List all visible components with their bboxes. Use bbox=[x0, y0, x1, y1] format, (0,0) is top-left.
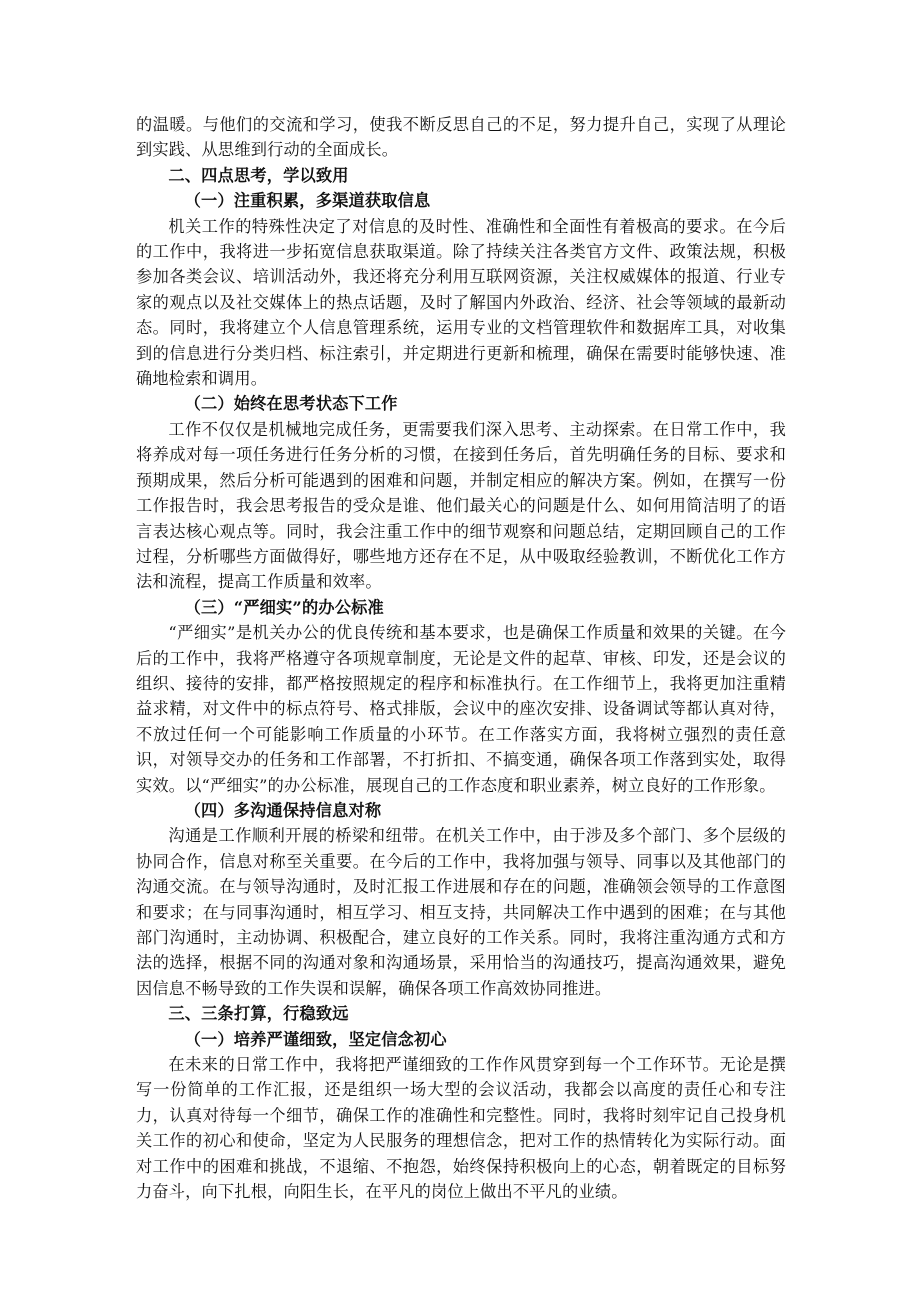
paragraph-2-4: 沟通是工作顺利开展的桥梁和纽带。在机关工作中，由于涉及多个部门、多个层级的协同合作，信息对称至关重要。在今后的工作中，我将加强与领导、同事以及其他部门的沟通交流。在与领导沟通时，及时汇报工作进展和存在的问题，准确领会领导的工作意图和要求；在与同事沟通时，相互学习、相互支持，共同解决工作中遇到的困难；在与其他部门沟通时，主动协调、积极配合，建立良好的工作关系。同时，我将注重沟通方式和方法的选择，根据不同的沟通对象和沟通场景，采用恰当的沟通技巧，提高沟通效果，避免因信息不畅导致的工作失误和误解，确保各项工作高效协同推进。 bbox=[136, 826, 786, 998]
section-heading-3: 三、三条打算，行稳致远 bbox=[168, 1004, 349, 1024]
document-page bbox=[136, 112, 786, 1204]
paragraph-2-2: 工作不仅仅是机械地完成任务，更需要我们深入思考、主动探索。在日常工作中，我将养成对每一项任务进行任务分析的习惯，在接到任务后，首先明确任务的目标、要求和预期成果，然后分析可能遇到的困难和问题，并制定相应的解决方案。例如，在撰写一份工作报告时，我会思考报告的受众是谁、他们最关心的问题是什么、如何用简洁明了的语言表达核心观点等。同时，我会注重工作中的细节观察和问题总结，定期回顾自己的工作过程，分析哪些方面做得好，哪些地方还存在不足，从中吸取经验教训，不断优化工作方法和流程，提高工作质量和效率。 bbox=[136, 419, 786, 592]
subheading-2-1: （一）注重积累，多渠道获取信息 bbox=[184, 191, 431, 211]
subheading-2-4: （四）多沟通保持信息对称 bbox=[184, 800, 382, 820]
subheading-2-3: （三）“严细实”的办公标准 bbox=[184, 597, 384, 617]
subheading-2-2: （二）始终在思考状态下工作 bbox=[184, 394, 398, 414]
section-heading-2: 二、四点思考，学以致用 bbox=[168, 165, 349, 185]
paragraph-2-3: “严细实”是机关办公的优良传统和基本要求，也是确保工作质量和效果的关键。在今后的工作中，我将严格遵守各项规章制度，无论是文件的起草、审核、印发，还是会议的组织、接待的安排，都严格按照规定的程序和标准执行。在工作细节上，我将更加注重精益求精，对文件中的标点符号、格式排版，会议中的座次安排、设备调试等都认真对待，不放过任何一个可能影响工作质量的小环节。在工作落实方面，我将树立强烈的责任意识，对领导交办的任务和工作部署，不打折扣、不搞变通，确保各项工作落到实处，取得实效。以“严细实”的办公标准，展现自己的工作态度和职业素养，树立良好的工作形象。 bbox=[136, 623, 786, 795]
subheading-3-1: （一）培养严谨细致，坚定信念初心 bbox=[184, 1029, 447, 1049]
paragraph-continuation: 的温暖。与他们的交流和学习，使我不断反思自己的不足，努力提升自己，实现了从理论到实践、从思维到行动的全面成长。 bbox=[136, 115, 786, 160]
paragraph-3-1: 在未来的日常工作中，我将把严谨细致的工作作风贯穿到每一个工作环节。无论是撰写一份简单的工作汇报，还是组织一场大型的会议活动，我都会以高度的责任心和专注力，认真对待每一个细节，确保工作的准确性和完整性。同时，我将时刻牢记自己投身机关工作的初心和使命，坚定为人民服务的理想信念，把对工作的热情转化为实际行动。面对工作中的困难和挑战，不退缩、不抱怨，始终保持积极向上的心态，朝着既定的目标努力奋斗，向下扎根，向阳生长，在平凡的岗位上做出不平凡的业绩。 bbox=[136, 1055, 786, 1202]
paragraph-2-1: 机关工作的特殊性决定了对信息的及时性、准确性和全面性有着极高的要求。在今后的工作中，我将进一步拓宽信息获取渠道。除了持续关注各类官方文件、政策法规，积极参加各类会议、培训活动外，我还将充分利用互联网资源，关注权威媒体的报道、行业专家的观点以及社交媒体上的热点话题，及时了解国内外政治、经济、社会等领域的最新动态。同时，我将建立个人信息管理系统，运用专业的文档管理软件和数据库工具，对收集到的信息进行分类归档、标注索引，并定期进行更新和梳理，确保在需要时能够快速、准确地检索和调用。 bbox=[136, 216, 786, 389]
